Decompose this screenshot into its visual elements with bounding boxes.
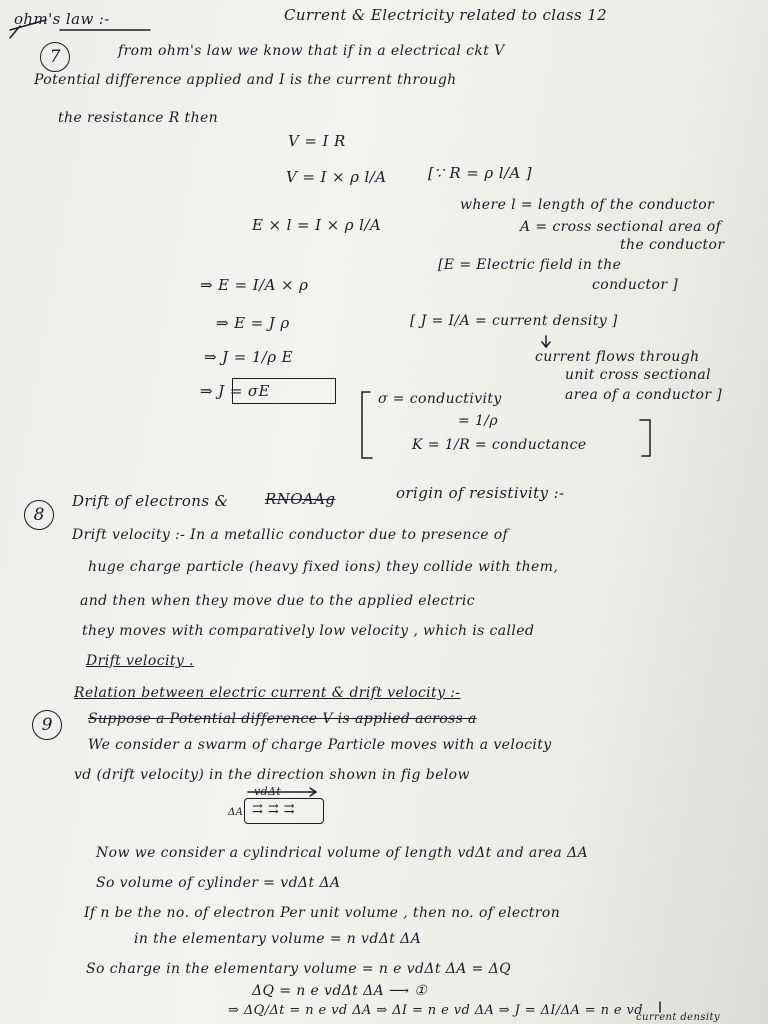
section-number-7: 7 [40, 42, 70, 72]
s8-heading-b: origin of resistivity :- [396, 484, 565, 502]
s9-line-2: vd (drift velocity) in the direction shown in fig below [74, 767, 470, 783]
s8-line-3: and then when they move due to the applied electric [80, 593, 476, 609]
eq-j-rho: ⇒ J = 1/ρ E [204, 348, 293, 366]
j-note: [ J = I/A = current density ] [410, 313, 618, 329]
s8-line-4: they moves with comparatively low velocity , which is called [82, 623, 535, 639]
e-note-2: conductor ] [592, 277, 679, 293]
section-number-8: 8 [24, 500, 54, 530]
s9-line-3: Now we consider a cylindrical volume of length vdΔt and area ΔA [96, 845, 589, 861]
s9-line-4: So volume of cylinder = vdΔt ΔA [96, 875, 341, 891]
where-area: A = cross sectional area of [520, 219, 722, 235]
topic-heading: ohm's law :- [14, 10, 110, 28]
s9-line-5: If n be the no. of electron Per unit volume , then no. of electron [84, 905, 561, 921]
j-note-3: unit cross sectional [565, 367, 712, 383]
s9-line-6: in the elementary volume = n vdΔt ΔA [134, 931, 422, 947]
relation-heading: Relation between electric current & drift velocity :- [74, 685, 461, 701]
fig-arrows: ⇉ ⇉ ⇉ [252, 802, 295, 817]
eq-v-rho: V = I × ρ l/A [286, 168, 387, 186]
eq-e-ia: ⇒ E = I/A × ρ [200, 276, 309, 294]
s8-line-5: Drift velocity . [86, 653, 194, 669]
s9-struck-line: Suppose a Potential difference V is applied across a [88, 711, 477, 727]
eq-j-sigma: ⇒ J = σE [200, 382, 270, 400]
eq-e-jrho: ⇒ E = J ρ [216, 314, 290, 332]
s9-line-8: ΔQ = n e vdΔt ΔA ⟶ ① [252, 983, 428, 999]
s9-line-1: We consider a swarm of charge Particle moves with a velocity [88, 737, 552, 753]
eq-v-ir: V = I R [288, 132, 346, 150]
fig-length-label: vdΔt [254, 785, 282, 798]
fig-area-label: ΔA [228, 807, 244, 818]
where-conductor: the conductor [620, 237, 725, 253]
e-note-1: [E = Electric field in the [438, 257, 622, 273]
s8-heading-a: Drift of electrons & [72, 492, 229, 510]
s9-line-7: So charge in the elementary volume = n e vdΔt ΔA = ΔQ [86, 961, 511, 977]
s8-heading-struck: RNOAAg [265, 490, 336, 508]
eq-r-note: [∵ R = ρ l/A ] [428, 164, 533, 182]
s7-line-3: the resistance R then [58, 110, 219, 126]
s9-line-9: ⇒ ΔQ/Δt = n e vd ΔA ⇒ ΔI = n e vd ΔA ⇒ J = ΔI/ΔA = n e vd [228, 1003, 644, 1018]
j-note-4: area of a conductor ] [565, 387, 723, 403]
s7-line-1: from ohm's law we know that if in a electrical ckt V [118, 43, 505, 59]
section-number-9: 9 [32, 710, 62, 740]
eq-el: E × l = I × ρ l/A [252, 216, 382, 234]
page-subtitle: Current & Electricity related to class 12 [284, 6, 608, 24]
sigma-reciprocal: = 1/ρ [458, 413, 499, 429]
current-density-note: current density [636, 1012, 720, 1023]
s8-line-2: huge charge particle (heavy fixed ions) they collide with them, [88, 559, 559, 575]
where-length: where l = length of the conductor [460, 197, 715, 213]
conductance-line: K = 1/R = conductance [412, 437, 587, 453]
s7-line-2: Potential difference applied and I is the current through [34, 72, 457, 88]
s8-line-1: Drift velocity :- In a metallic conductor due to presence of [72, 527, 509, 543]
j-note-2: current flows through [535, 349, 700, 365]
sigma-conductivity: σ = conductivity [378, 391, 502, 407]
